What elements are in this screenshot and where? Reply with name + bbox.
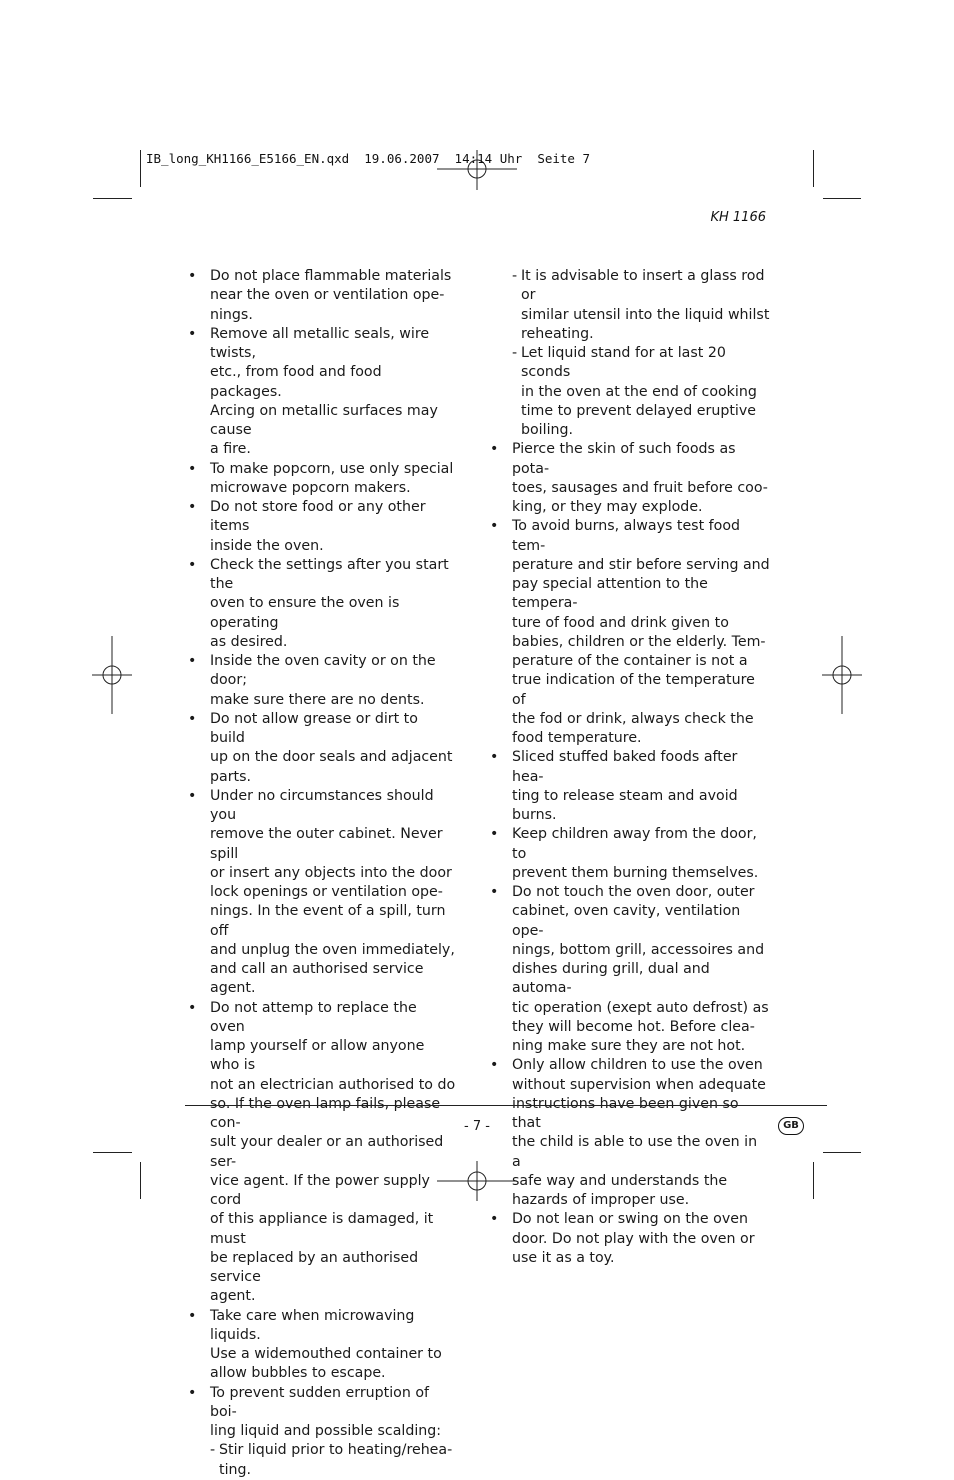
item-text: Under no circumstances should you remove the outer cabinet. Never spill or insert any objects into the door lock openings or ventilation ope- nings. In the event of a spill, turn off and unplug the oven immediately, and call an authorised service agent.: [210, 787, 455, 997]
dash-item: [188, 1441, 456, 1480]
item-text: Stir liquid prior to heating/rehea- ting.: [219, 1442, 453, 1478]
item-text: Keep children away from the door, to prevent them burning themselves.: [512, 826, 759, 881]
item-text: Remove all metallic seals, wire twists, etc., from food and food packages. Arcing on metallic surfaces may cause a fire.: [210, 325, 438, 458]
bullet-item: [188, 460, 456, 499]
item-text: Do not attemp to replace the oven lamp yourself or allow anyone who is not an electrician authorised to do so. If the oven lamp fails, please con- sult your dealer or an authorised ser- vice agent. If the power supply cord of this appliance is damaged, it must be replaced by an authorised service agent.: [210, 999, 456, 1305]
bullet-symbol: •: [188, 787, 197, 804]
page-number: - 7 -: [464, 1119, 490, 1134]
bullet-item: [490, 748, 770, 825]
bullet-symbol: •: [188, 1384, 197, 1401]
bullet-symbol: •: [490, 884, 499, 900]
bullet-item: [490, 883, 770, 1056]
item-text: Do not store food or any other items inside the oven.: [210, 499, 426, 554]
print-slug: IB_long_KH1166_E5166_EN.qxd 19.06.2007 14:14 Uhr Seite 7: [146, 151, 591, 166]
item-text: Do not lean or swing on the oven door. Do not play with the oven or use it as a toy.: [512, 1211, 755, 1266]
item-text: Do not place flammable materials near the oven or ventilation ope- nings.: [210, 268, 452, 323]
left-column: [188, 267, 456, 1480]
dash-symbol: -: [210, 1442, 216, 1459]
dash-symbol: -: [512, 268, 518, 284]
item-text: It is advisable to insert a glass rod or similar utensil into the liquid whilst reheating.: [521, 268, 770, 342]
item-text: Do not allow grease or dirt to build up on the door seals and adjacent parts.: [210, 710, 453, 785]
bullet-symbol: •: [188, 1307, 197, 1324]
bullet-symbol: •: [490, 749, 499, 766]
item-text: To make popcorn, use only special microwave popcorn makers.: [210, 460, 454, 496]
crop-mark: [93, 1152, 132, 1153]
dash-item: [490, 267, 770, 344]
dash-item: [490, 344, 770, 440]
bullet-item: [188, 710, 456, 787]
crop-mark: [140, 150, 141, 187]
item-text: Check the settings after you start the oven to ensure the oven is operating as desired.: [210, 556, 449, 650]
registration-mark-right: [822, 636, 862, 714]
crop-mark: [813, 150, 814, 187]
footer-rule: [185, 1105, 827, 1106]
crop-mark: [93, 198, 132, 199]
bullet-symbol: •: [188, 325, 197, 342]
bullet-symbol: •: [188, 460, 197, 477]
language-badge: GB: [778, 1117, 804, 1135]
bullet-symbol: •: [188, 268, 197, 284]
bullet-item: [188, 267, 456, 325]
crop-mark: [823, 198, 861, 199]
crop-mark: [823, 1152, 861, 1153]
bullet-symbol: •: [490, 826, 499, 843]
bullet-item: [188, 652, 456, 710]
item-text: To prevent sudden erruption of boi- ling liquid and possible scalding:: [210, 1384, 442, 1439]
bullet-item: [490, 1210, 770, 1268]
item-text: To avoid burns, always test food tem- perature and stir before serving and pay special attention to the tempera- ture of food and drink given to babies, children or the elderly. Tem- perature of the container is not a true indication of the temperature of the fod or drink, always check the food temperature.: [512, 518, 770, 746]
item-text: Only allow children to use the oven without supervision when adequate instructions have been given so that the child is able to use the oven in a safe way and understands the hazards of improper use.: [512, 1057, 766, 1208]
crop-mark: [813, 1162, 814, 1199]
item-text: Sliced stuffed baked foods after hea- ting to release steam and avoid burns.: [512, 749, 738, 823]
bullet-item: [490, 517, 770, 748]
bullet-item: [188, 999, 456, 1307]
bullet-symbol: •: [490, 441, 499, 458]
item-text: Let liquid stand for at last 20 sconds in the oven at the end of cooking time to prevent delayed eruptive boiling.: [521, 345, 757, 438]
right-column: [490, 267, 770, 1268]
bullet-item: [490, 440, 770, 517]
bullet-item: [188, 1384, 456, 1442]
bullet-item: [188, 1307, 456, 1384]
item-text: Do not touch the oven door, outer cabinet, oven cavity, ventilation ope- nings, bottom grill, accessoires and dishes during grill, dual and automa- tic operation (exept auto defrost) as they will become hot. Before clea- ning make sure they are not hot.: [512, 884, 769, 1054]
bullet-symbol: •: [188, 999, 197, 1016]
bullet-item: [188, 498, 456, 556]
item-text: Pierce the skin of such foods as pota- toes, sausages and fruit before coo- king, or they may explode.: [512, 441, 768, 515]
registration-mark-left: [92, 636, 132, 714]
bullet-item: [188, 787, 456, 999]
bullet-item: [490, 825, 770, 883]
bullet-symbol: •: [188, 710, 197, 727]
bullet-symbol: •: [188, 556, 197, 573]
item-text: Take care when microwaving liquids. Use a widemouthed container to allow bubbles to escape.: [210, 1307, 442, 1382]
dash-symbol: -: [512, 345, 518, 361]
bullet-symbol: •: [188, 499, 197, 515]
item-text: Inside the oven cavity or on the door; make sure there are no dents.: [210, 653, 436, 708]
bullet-symbol: •: [490, 1057, 499, 1074]
model-number: KH 1166: [710, 210, 766, 225]
bullet-item: [188, 325, 456, 460]
bullet-symbol: •: [490, 518, 499, 535]
crop-mark: [140, 1162, 141, 1199]
bullet-item: [188, 556, 456, 652]
bullet-symbol: •: [490, 1211, 499, 1228]
bullet-symbol: •: [188, 653, 197, 669]
